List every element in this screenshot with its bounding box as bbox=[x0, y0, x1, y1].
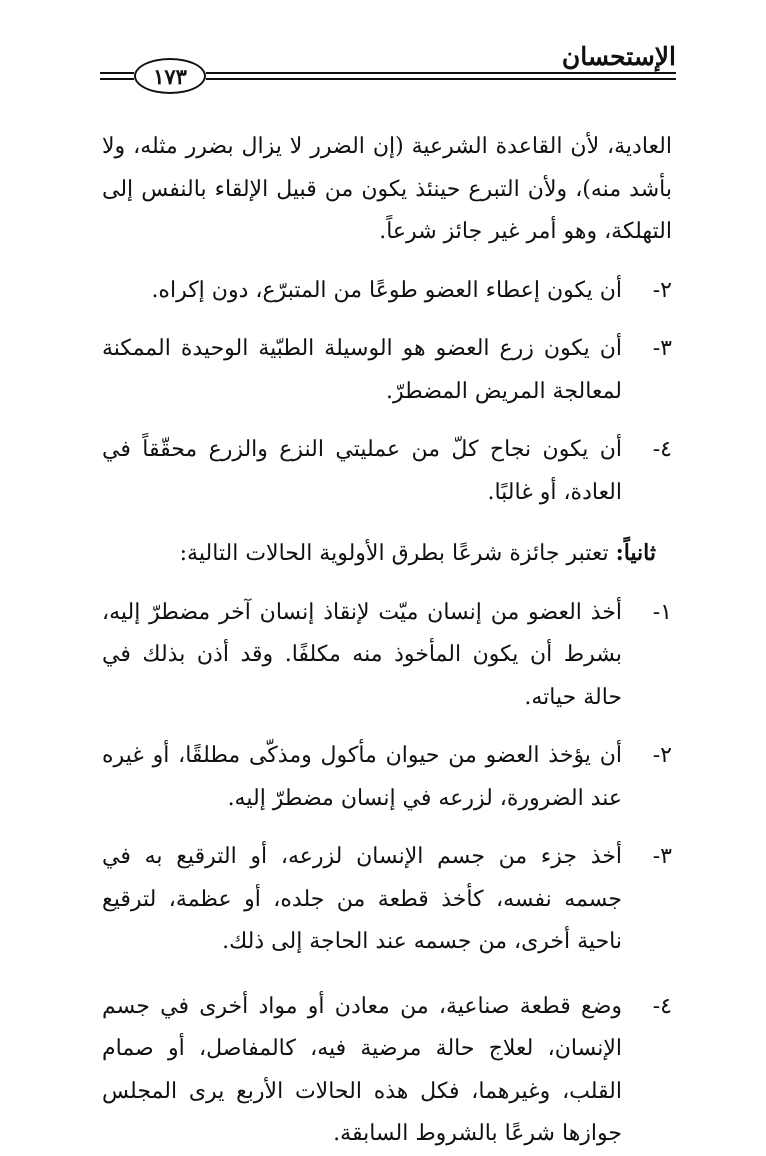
list-text: وضع قطعة صناعية، من معادن أو مواد أخرى في جسم الإنسان، لعلاج حالة مرضية فيه، كالمفاصل، أو صمام القلب، وغيرهما، فكل هذه الحالات الأربع يرى المجلس جوازها شرعًا بالشروط السابقة. bbox=[102, 993, 622, 1146]
page-number-badge bbox=[134, 58, 206, 94]
section-heading-text: تعتبر جائزة شرعًا بطرق الأولوية الحالات التالية: bbox=[179, 541, 609, 566]
list-item bbox=[102, 986, 672, 1156]
list-text: أن يكون نجاح كلّ من عمليتي النزع والزرع محقّقاً في العادة، أو غالبًا. bbox=[102, 437, 622, 505]
list-item bbox=[102, 836, 672, 964]
intro-paragraph: العادية، لأن القاعدة الشرعية (إن الضرر لا يزال بضرر مثله، ولا بأشد منه)، ولأن التبرع حينئذ يكون من قبيل الإلقاء بالنفس إلى التهلكة، وهو أمر غير جائز شرعاً. bbox=[102, 134, 672, 244]
section-heading-lead: ثانياً: bbox=[615, 540, 656, 566]
body-text bbox=[102, 126, 672, 1156]
list-item bbox=[102, 592, 672, 720]
list-number: ٢- bbox=[652, 743, 672, 768]
list-item bbox=[102, 270, 672, 313]
list-item bbox=[102, 328, 672, 413]
list-number: ٤- bbox=[652, 993, 672, 1019]
list-item bbox=[102, 429, 672, 514]
header-rule bbox=[100, 78, 134, 80]
list-number: ١- bbox=[652, 599, 672, 625]
list-text: أخذ جزء من جسم الإنسان لزرعه، أو الترقيع به في جسمه نفسه، كأخذ قطعة من جلده، أو عظمة، لترقيع ناحية أخرى، من جسمه عند الحاجة إلى ذلك. bbox=[102, 844, 622, 954]
header-rule bbox=[206, 72, 676, 74]
list-number: ٣- bbox=[652, 336, 672, 361]
list-text: أن يؤخذ العضو من حيوان مأكول ومذكّى مطلقًا، أو غيره عند الضرورة، لزرعه في إنسان مضطرّ إليه. bbox=[102, 743, 622, 811]
header-rule bbox=[206, 78, 676, 80]
list-text: أن يكون إعطاء العضو طوعًا من المتبرّع، دون إكراه. bbox=[151, 277, 622, 303]
list-number: ٣- bbox=[652, 844, 672, 869]
list-number: ٤- bbox=[652, 437, 672, 462]
header-rule bbox=[100, 72, 134, 74]
list-item bbox=[102, 735, 672, 820]
section-heading bbox=[102, 532, 656, 576]
page-number: ١٧٣ bbox=[153, 63, 187, 89]
list-text: أن يكون زرع العضو هو الوسيلة الطبّية الوحيدة الممكنة لمعالجة المريض المضطرّ. bbox=[102, 336, 622, 404]
list-text: أخذ العضو من إنسان ميّت لإنقاذ إنسان آخر مضطرّ إليه، بشرط أن يكون المأخوذ منه مكلفًا. وقد أذن بذلك في حالة حياته. bbox=[102, 599, 623, 710]
list-number: ٢- bbox=[652, 277, 672, 303]
running-header-title: الإستحسان bbox=[561, 42, 676, 71]
